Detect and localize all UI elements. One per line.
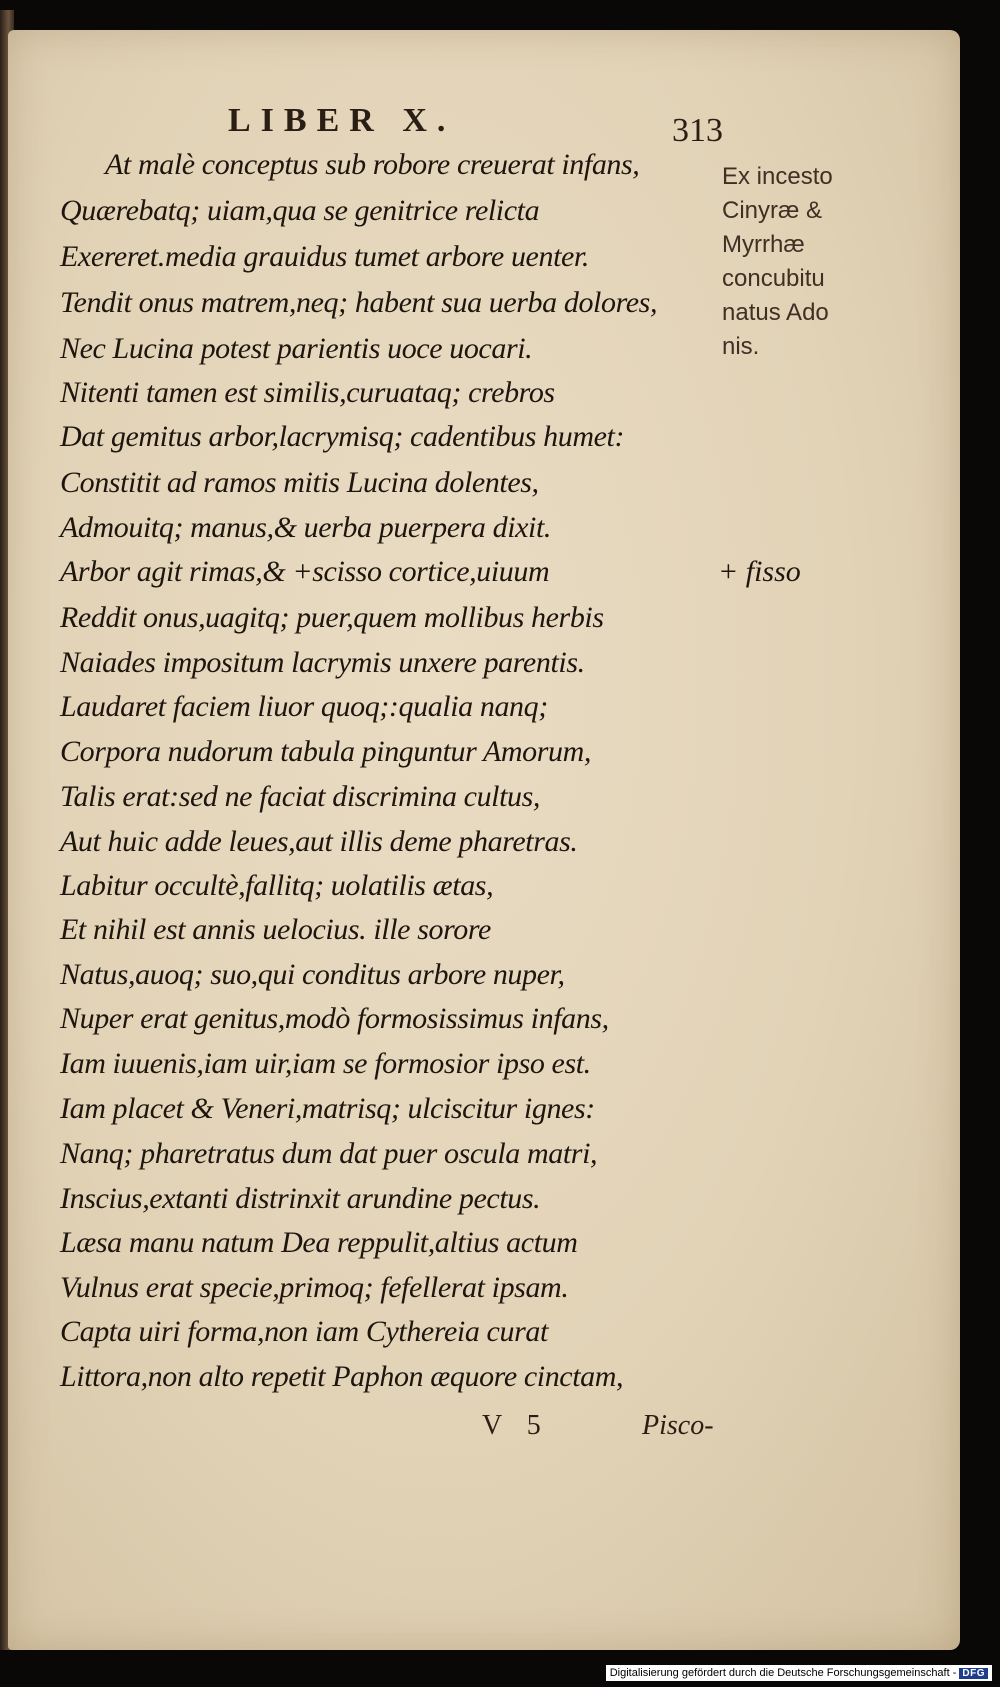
verse-line: Iam placet & Veneri,matrisq; ulciscitur ignes: — [60, 1092, 595, 1125]
verse-line: Quærebatq; uiam,qua se genitrice relicta — [60, 194, 540, 227]
credit-text: Digitalisierung gefördert durch die Deutsche Forschungsgemeinschaft - — [609, 1667, 957, 1679]
printer-signature: V 5 — [482, 1410, 541, 1441]
catchword: Pisco- — [642, 1410, 714, 1441]
verse-line: Naiades impositum lacrymis unxere parentis. — [60, 646, 585, 679]
verse-line: Læsa manu natum Dea reppulit,altius actum — [60, 1226, 578, 1259]
gloss-line: Cinyræ & — [722, 197, 823, 224]
verse-line: Aut huic adde leues,aut illis deme pharetras. — [60, 825, 578, 858]
verse-line: Laudaret faciem liuor quoq;:qualia nanq; — [60, 690, 548, 723]
verse-line: Nuper erat genitus,modò formosissimus infans, — [60, 1002, 609, 1035]
verse-line: Tendit onus matrem,neq; habent sua uerba dolores, — [60, 286, 658, 319]
verse-line: Nitenti tamen est similis,curuataq; crebros — [60, 376, 555, 409]
gloss-line: Myrrhæ — [722, 231, 805, 258]
verse-line: Vulnus erat specie,primoq; fefellerat ipsam. — [60, 1271, 569, 1304]
verse-line: Dat gemitus arbor,lacrymisq; cadentibus humet: — [60, 420, 625, 453]
verse-line: Capta uiri forma,non iam Cythereia curat — [60, 1315, 548, 1348]
verse-line: Reddit onus,uagitq; puer,quem mollibus herbis — [60, 601, 604, 634]
verse-line: Corpora nudorum tabula pinguntur Amorum, — [60, 735, 592, 768]
side-gloss — [722, 160, 872, 364]
dfg-logo-icon: DFG — [959, 1668, 988, 1679]
verse-line: Nanq; pharetratus dum dat puer oscula matri, — [60, 1137, 598, 1170]
verse-line: Nec Lucina potest parientis uoce uocari. — [60, 332, 533, 365]
verse-line: At malè conceptus sub robore creuerat infans, — [105, 148, 640, 181]
gloss-line: nis. — [722, 333, 760, 360]
verse-line: Littora,non alto repetit Paphon æquore cinctam, — [60, 1360, 624, 1393]
verse-line: Labitur occultè,fallitq; uolatilis ætas, — [60, 869, 494, 902]
page-number: 313 — [672, 112, 723, 149]
gloss-line: concubitu — [722, 265, 825, 292]
verse-line: Iam iuuenis,iam uir,iam se formosior ipso est. — [60, 1047, 591, 1080]
verse-line: Arbor agit rimas,& +scisso cortice,uiuum — [60, 555, 550, 588]
running-head: LIBER X. — [228, 102, 456, 139]
verse-line: Inscius,extanti distrinxit arundine pectus. — [60, 1182, 541, 1215]
verse-line: Exereret.media grauidus tumet arbore uenter. — [60, 240, 589, 273]
verse-line: Talis erat:sed ne faciat discrimina cultus, — [60, 780, 541, 813]
digitization-credit — [606, 1665, 992, 1681]
gloss-line: Ex incesto — [722, 163, 833, 190]
marginal-variant-note: + fisso — [718, 555, 801, 588]
gloss-line: natus Ado — [722, 299, 829, 326]
verse-line: Admouitq; manus,& uerba puerpera dixit. — [60, 511, 552, 544]
verse-line: Natus,auoq; suo,qui conditus arbore nuper, — [60, 958, 565, 991]
verse-line: Et nihil est annis uelocius. ille sorore — [60, 913, 491, 946]
verse-line: Constitit ad ramos mitis Lucina dolentes, — [60, 466, 539, 499]
